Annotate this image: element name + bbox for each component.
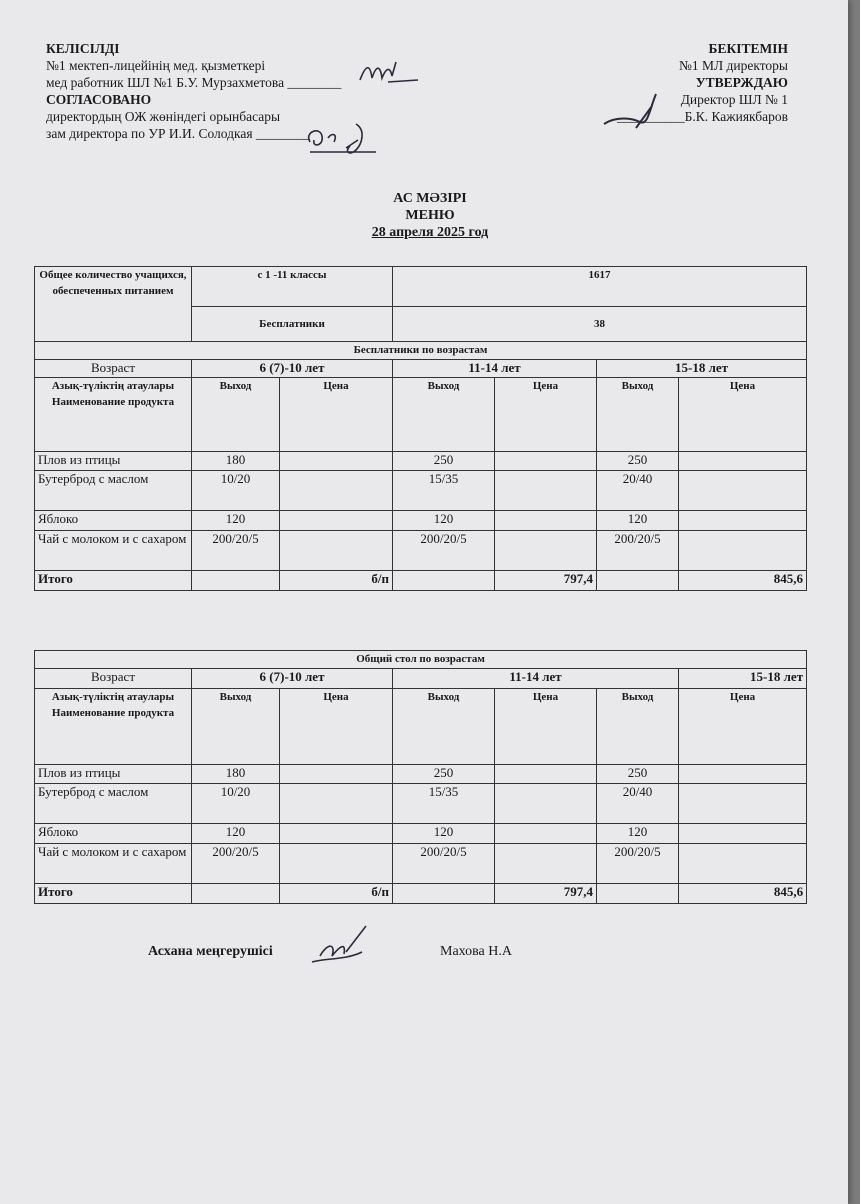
product-name: Чай с молоком и с сахаром — [35, 531, 192, 571]
price-cell — [495, 452, 597, 471]
signature-director — [596, 88, 676, 132]
classes-value: 1617 — [393, 267, 807, 307]
section-title: Бесплатники по возрастам — [35, 342, 807, 360]
footer-name: Махова Н.А — [440, 944, 512, 959]
price-cell — [679, 784, 807, 824]
table-row — [35, 531, 807, 571]
empty-cell — [192, 571, 280, 591]
table-row — [35, 471, 807, 511]
age-group-1: 6 (7)-10 лет — [192, 669, 393, 689]
price-cell — [495, 784, 597, 824]
age-group-3: 15-18 лет — [679, 669, 807, 689]
director-name: __________Б.К. Кажиякбаров — [617, 109, 788, 124]
table-row — [35, 844, 807, 884]
out-value: 120 — [192, 824, 280, 844]
section-title: Общий стол по возрастам — [35, 651, 807, 669]
empty-cell — [192, 884, 280, 904]
price-cell — [495, 824, 597, 844]
age-label: Возраст — [35, 669, 192, 689]
title-kz: АС МӘЗІРІ — [393, 191, 467, 206]
price-cell — [495, 531, 597, 571]
price-cell — [679, 452, 807, 471]
table-row — [35, 452, 807, 471]
price-header: Цена — [280, 378, 393, 452]
free-label: Бесплатники — [192, 307, 393, 342]
total-row — [35, 884, 807, 904]
approve-kz: БЕКІТЕМІН — [708, 41, 788, 56]
out-value: 180 — [192, 452, 280, 471]
general-meals-table — [34, 650, 807, 904]
total-price-3: 845,6 — [679, 884, 807, 904]
table-row — [35, 765, 807, 784]
out-value: 10/20 — [192, 471, 280, 511]
out-value: 120 — [597, 824, 679, 844]
footer-role: Асхана меңгерушісі — [148, 944, 273, 959]
out-value: 120 — [192, 511, 280, 531]
out-value: 120 — [597, 511, 679, 531]
price-header: Цена — [679, 689, 807, 765]
age-label: Возраст — [35, 360, 192, 378]
price-cell — [280, 844, 393, 884]
age-group-2: 11-14 лет — [393, 669, 679, 689]
out-value: 200/20/5 — [393, 844, 495, 884]
med-worker-ru: мед работник ШЛ №1 Б.У. Мурзахметова ________ — [46, 75, 342, 90]
director-ru: Директор ШЛ № 1 — [680, 92, 788, 107]
total-price-2: 797,4 — [495, 884, 597, 904]
students-count-label: Общее количество учащихся, обеспеченных питанием — [35, 267, 192, 342]
approval-block-left — [46, 40, 341, 142]
age-group-2: 11-14 лет — [393, 360, 597, 378]
price-cell — [495, 471, 597, 511]
total-price-1: б/п — [280, 571, 393, 591]
out-header: Выход — [192, 378, 280, 452]
price-header: Цена — [280, 689, 393, 765]
price-header: Цена — [495, 378, 597, 452]
out-value: 250 — [597, 765, 679, 784]
product-name: Яблоко — [35, 824, 192, 844]
product-name: Бутерброд с маслом — [35, 471, 192, 511]
price-cell — [280, 765, 393, 784]
out-value: 200/20/5 — [597, 531, 679, 571]
out-value: 200/20/5 — [597, 844, 679, 884]
price-cell — [679, 844, 807, 884]
deputy-kz: директордың ОЖ жөніндегі орынбасары — [46, 109, 281, 124]
out-value: 180 — [192, 765, 280, 784]
empty-cell — [597, 884, 679, 904]
price-header: Цена — [495, 689, 597, 765]
product-header: Азық-түліктің атаулары Наименование продукта — [35, 689, 192, 765]
empty-cell — [597, 571, 679, 591]
empty-cell — [393, 884, 495, 904]
price-cell — [280, 784, 393, 824]
out-header: Выход — [393, 378, 495, 452]
price-cell — [679, 471, 807, 511]
total-row — [35, 571, 807, 591]
signature-canteen-head — [306, 922, 372, 970]
out-value: 15/35 — [393, 784, 495, 824]
total-label: Итого — [35, 571, 192, 591]
price-cell — [679, 765, 807, 784]
out-value: 250 — [597, 452, 679, 471]
classes-label: с 1 -11 классы — [192, 267, 393, 307]
price-header: Цена — [679, 378, 807, 452]
director-kz: №1 МЛ директоры — [678, 58, 788, 73]
product-header: Азық-түліктің атаулары Наименование продукта — [35, 378, 192, 452]
total-price-1: б/п — [280, 884, 393, 904]
product-name: Чай с молоком и с сахаром — [35, 844, 192, 884]
out-value: 15/35 — [393, 471, 495, 511]
product-name: Бутерброд с маслом — [35, 784, 192, 824]
table-row — [35, 784, 807, 824]
product-name: Яблоко — [35, 511, 192, 531]
total-label: Итого — [35, 884, 192, 904]
out-value: 10/20 — [192, 784, 280, 824]
out-value: 200/20/5 — [192, 844, 280, 884]
price-cell — [280, 531, 393, 571]
agreed-ru: СОГЛАСОВАНО — [46, 92, 152, 107]
price-cell — [679, 531, 807, 571]
price-cell — [280, 471, 393, 511]
approve-ru: УТВЕРЖДАЮ — [695, 75, 788, 90]
free-value: 38 — [393, 307, 807, 342]
total-price-2: 797,4 — [495, 571, 597, 591]
out-value: 20/40 — [597, 471, 679, 511]
price-cell — [679, 824, 807, 844]
empty-cell — [393, 571, 495, 591]
price-cell — [495, 511, 597, 531]
out-header: Выход — [597, 378, 679, 452]
menu-date: 28 апреля 2025 год — [371, 225, 489, 240]
out-header: Выход — [393, 689, 495, 765]
out-value: 120 — [393, 511, 495, 531]
free-meals-table — [34, 266, 807, 591]
out-value: 20/40 — [597, 784, 679, 824]
agreed-kz: КЕЛІСІЛДІ — [46, 41, 120, 56]
out-header: Выход — [192, 689, 280, 765]
title-ru: МЕНЮ — [405, 208, 455, 223]
out-value: 120 — [393, 824, 495, 844]
price-cell — [679, 511, 807, 531]
table-row — [35, 511, 807, 531]
out-value: 250 — [393, 452, 495, 471]
product-name: Плов из птицы — [35, 765, 192, 784]
price-cell — [280, 452, 393, 471]
menu-title — [0, 190, 860, 241]
signature-deputy — [300, 118, 380, 158]
out-value: 200/20/5 — [192, 531, 280, 571]
age-group-3: 15-18 лет — [597, 360, 807, 378]
out-value: 250 — [393, 765, 495, 784]
total-price-3: 845,6 — [679, 571, 807, 591]
price-cell — [495, 765, 597, 784]
out-header: Выход — [597, 689, 679, 765]
signature-med-worker — [352, 56, 422, 92]
deputy-ru: зам директора по УР И.И. Солодкая ________ — [46, 126, 310, 141]
med-worker-kz: №1 мектеп-лицейінің мед. қызметкері — [46, 58, 266, 73]
age-group-1: 6 (7)-10 лет — [192, 360, 393, 378]
price-cell — [495, 844, 597, 884]
price-cell — [280, 511, 393, 531]
out-value: 200/20/5 — [393, 531, 495, 571]
price-cell — [280, 824, 393, 844]
product-name: Плов из птицы — [35, 452, 192, 471]
table-row — [35, 824, 807, 844]
